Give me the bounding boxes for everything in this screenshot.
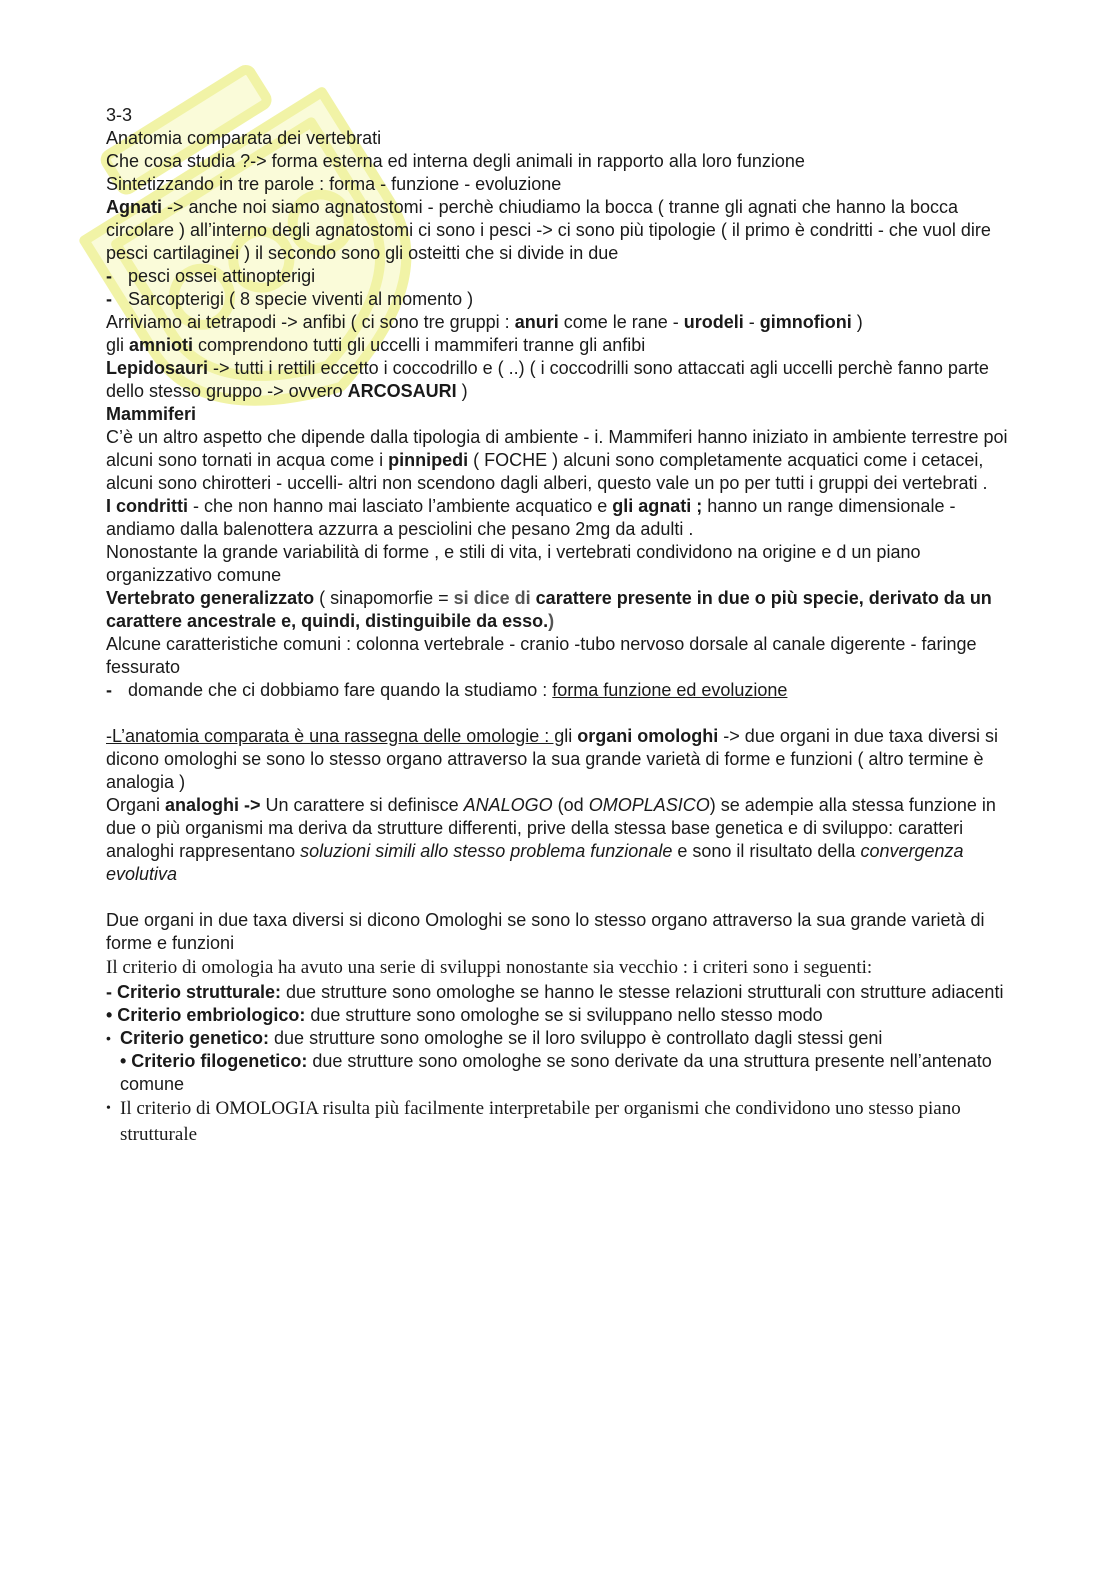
paragraph-omologie: -L’anatomia comparata è una rassegna delle omologie : gli organi omologhi -> due organi in due taxa diversi si dicono omologhi se sono lo stesso organo attraverso la sua grande varietà di forme e funzioni ( altro termine è analogia ) xyxy=(106,726,998,792)
paragraph-analoghi: Organi analoghi -> Un carattere si definisce ANALOGO (od OMOPLASICO) se adempie alla stessa funzione in due o più organismi ma deriva da strutture differenti, prive della stessa base genetica e di sviluppo: caratteri analoghi rappresentano soluzioni simili allo stesso problema funzionale e sono il risultato della convergenza evolutiva xyxy=(106,795,996,884)
criterion-embryological: • Criterio embriologico: due strutture sono omologhe se si sviluppano nello stesso modo xyxy=(106,1005,823,1025)
paragraph-vertebrato: Vertebrato generalizzato ( sinapomorfie = si dice di carattere presente in due o più specie, derivato da un carattere ancestrale e, quindi, distinguibile da esso.) xyxy=(106,588,992,631)
dash-marker: - xyxy=(106,266,112,286)
paragraph-lepidosauri: Lepidosauri -> tutti i rettili eccetto i coccodrillo e ( ..) ( i coccodrilli sono attaccati agli uccelli perchè fanno parte dello stesso gruppo -> ovvero ARCOSAURI ) xyxy=(106,358,989,401)
list-item: - pesci ossei attinopterigi xyxy=(106,266,316,286)
paragraph: Nonostante la grande variabilità di forme , e stili di vita, i vertebrati condividono na origine e d un piano organizzativo comune xyxy=(106,542,921,585)
criterion-omologia-note: • Il criterio di OMOLOGIA risulta più facilmente interpretabile per organismi che condividono uno stesso piano strutturale xyxy=(106,1098,961,1145)
paragraph: Che cosa studia ?-> forma esterna ed interna degli animali in rapporto alla loro funzione xyxy=(106,151,805,171)
criterion-genetic: • Criterio genetico: due strutture sono omologhe se il loro sviluppo è controllato dagli stessi geni xyxy=(106,1028,883,1048)
document-page xyxy=(106,104,1016,1148)
list-item: - Sarcopterigi ( 8 specie viventi al momento ) xyxy=(106,289,474,309)
term-agnati: Agnati xyxy=(106,197,162,217)
paragraph-criterio: Il criterio di omologia ha avuto una serie di sviluppi nonostante sia vecchio : i criteri sono i seguenti: xyxy=(106,957,873,978)
paragraph: Due organi in due taxa diversi si dicono Omologhi se sono lo stesso organo attraverso la sua grande varietà di forme e funzioni xyxy=(106,910,985,953)
paragraph-tetrapodi: Arriviamo ai tetrapodi -> anfibi ( ci sono tre gruppi : anuri come le rane - urodeli - gimnofioni ) xyxy=(106,312,863,332)
dash-marker: - xyxy=(106,289,112,309)
paragraph-amnioti: gli amnioti comprendono tutti gli uccelli i mammiferi tranne gli anfibi xyxy=(106,335,646,355)
paragraph-mammiferi: C’è un altro aspetto che dipende dalla tipologia di ambiente - i. Mammiferi hanno iniziato in ambiente terrestre poi alcuni sono tornati in acqua come i pinnipedi ( FOCHE ) alcuni sono completamente acquatici come i cetacei, alcuni sono chirotteri - uccelli- altri non scendono dagli alberi, questo vale un po per tutti i gruppi dei vertebrati . xyxy=(106,427,1008,493)
dash-marker: - xyxy=(106,680,112,700)
paragraph: Alcune caratteristiche comuni : colonna vertebrale - cranio -tubo nervoso dorsale al canale digerente - faringe fessurato xyxy=(106,634,977,677)
bullet-marker: • xyxy=(106,1101,111,1116)
page-ref: 3-3 xyxy=(106,105,133,125)
criterion-phylogenetic: • Criterio filogenetico: due strutture sono omologhe se sono derivate da una struttura presente nell’antenato comune xyxy=(120,1051,992,1094)
criterion-structural: - Criterio strutturale: due strutture sono omologhe se hanno le stesse relazioni strutturali con strutture adiacenti xyxy=(106,982,1004,1002)
list-item: - domande che ci dobbiamo fare quando la studiamo : forma funzione ed evoluzione xyxy=(106,680,788,700)
document-title: Anatomia comparata dei vertebrati xyxy=(106,128,382,148)
section-heading-mammiferi: Mammiferi xyxy=(106,404,197,424)
bullet-marker: • xyxy=(106,1030,111,1046)
paragraph: Sintetizzando in tre parole : forma - funzione - evoluzione xyxy=(106,174,562,194)
paragraph-condritti: I condritti - che non hanno mai lasciato l’ambiente acquatico e gli agnati ; hanno un range dimensionale - andiamo dalla balenottera azzurra a pesciolini che pesano 2mg da adulti . xyxy=(106,496,956,539)
paragraph-agnati: Agnati -> anche noi siamo agnatostomi - perchè chiudiamo la bocca ( tranne gli agnati che hanno la bocca circolare ) all’interno degli agnatostomi ci sono i pesci -> ci sono più tipologie ( il primo è condritti - che vuol dire pesci cartilaginei ) il secondo sono gli osteitti che si divide in due xyxy=(106,197,991,263)
